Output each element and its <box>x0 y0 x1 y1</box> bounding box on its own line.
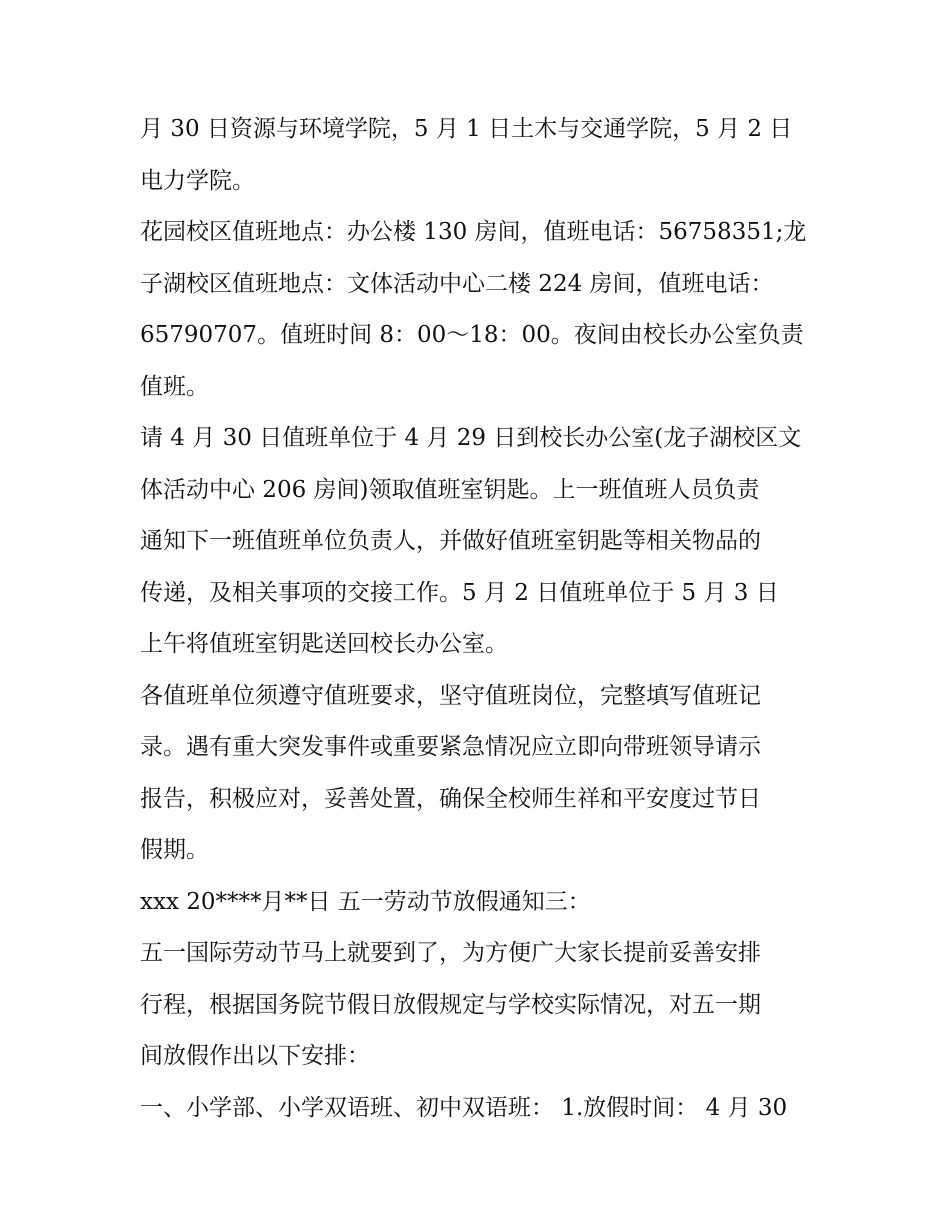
text-line: 间放假作出以下安排： <box>140 1043 370 1069</box>
text-line: 各值班单位须遵守值班要求，坚守值班岗位，完整填写值班记 <box>140 682 761 709</box>
text-line: 假期。 <box>140 837 209 863</box>
text-line: 上午将值班室钥匙送回校长办公室。 <box>140 631 508 657</box>
document-page <box>140 104 840 1134</box>
text-line: 行程，根据国务院节假日放假规定与学校实际情况，对五一期 <box>140 991 761 1018</box>
text-line: 报告，积极应对，妥善处置，确保全校师生祥和平安度过节日 <box>140 785 761 812</box>
paragraph-duty-locations <box>140 207 840 413</box>
text-line: 子湖校区值班地点：文体活动中心二楼 224 房间，值班电话： <box>140 270 774 297</box>
paragraph-section-one <box>140 1083 840 1135</box>
text-line: 花园校区值班地点：办公楼 130 房间，值班电话：56758351;龙 <box>140 219 807 245</box>
paragraph-key-handover <box>140 413 840 671</box>
text-line: 电力学院。 <box>140 167 255 194</box>
paragraph-notice-intro <box>140 928 840 1083</box>
text-line: 五一国际劳动节马上就要到了，为方便广大家长提前妥善安排 <box>140 940 761 966</box>
text-line: 请 4 月 30 日值班单位于 4 月 29 日到校长办公室(龙子湖校区文 <box>140 425 802 451</box>
paragraph-duty-schedule <box>140 104 840 207</box>
text-line: 录。遇有重大突发事件或重要紧急情况应立即向带班领导请示 <box>140 734 761 760</box>
notice-heading <box>140 877 840 929</box>
text-line: xxx 20****月**日 五一劳动节放假通知三： <box>140 888 591 915</box>
text-line: 月 30 日资源与环境学院，5 月 1 日土木与交通学院，5 月 2 日 <box>140 116 793 142</box>
text-line: 传递，及相关事项的交接工作。5 月 2 日值班单位于 5 月 3 日 <box>140 579 779 606</box>
text-line: 体活动中心 206 房间)领取值班室钥匙。上一班值班人员负责 <box>140 476 760 503</box>
text-line: 65790707。值班时间 8：00～18：00。夜间由校长办公室负责 <box>140 322 804 348</box>
text-line: 通知下一班值班单位负责人，并做好值班室钥匙等相关物品的 <box>140 528 761 554</box>
text-line: 一、小学部、小学双语班、初中双语班： 1.放假时间： 4 月 30 <box>140 1094 788 1121</box>
paragraph-duty-requirements <box>140 671 840 877</box>
text-line: 值班。 <box>140 373 209 400</box>
